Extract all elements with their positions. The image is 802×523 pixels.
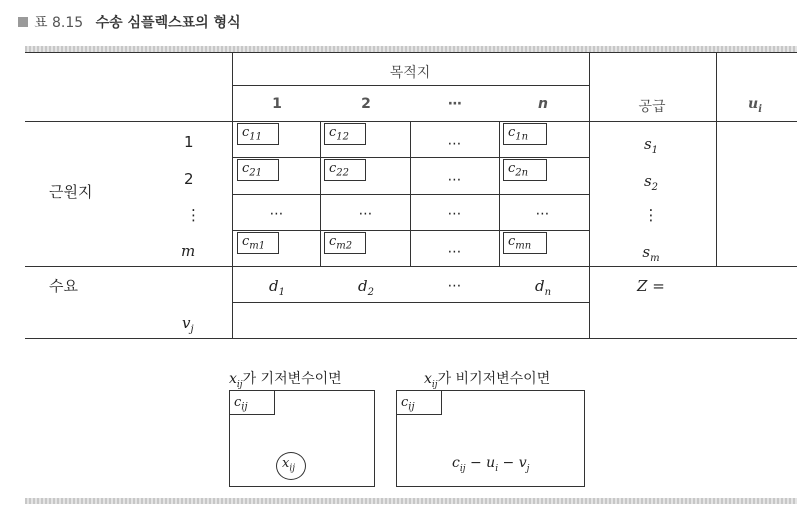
cost-base: c <box>329 161 337 176</box>
cell-dots: ⋯ <box>358 206 374 222</box>
demand-base: d <box>534 277 545 295</box>
demand-value <box>358 277 374 298</box>
v-sub: j <box>190 324 194 335</box>
cost-cell <box>324 232 366 254</box>
caption-label: 표 <box>34 15 48 31</box>
formula-c: c <box>452 455 460 471</box>
legend-circle-x: x <box>282 456 290 471</box>
grid-row-line <box>232 302 589 303</box>
demand-label: 수요 <box>49 277 78 295</box>
rule-demand <box>25 266 797 267</box>
row-label-m: m <box>181 242 196 260</box>
legend-x-sub: ij <box>236 379 243 390</box>
cost-base: c <box>508 125 516 140</box>
cost-cell <box>324 159 366 181</box>
cost-base: c <box>242 234 250 249</box>
supply-value <box>644 172 658 193</box>
formula-v-sub: j <box>526 463 530 474</box>
legend-basic-text: 가 기저변수이면 <box>242 371 342 387</box>
supply-value <box>642 243 659 264</box>
formula-u: u <box>486 455 496 471</box>
reduced-cost-formula <box>452 455 529 474</box>
col-header-1: 1 <box>272 96 282 112</box>
legend-basic-cost <box>229 390 275 415</box>
legend-nonbasic-text: 가 비기저변수이면 <box>437 371 551 387</box>
legend-nonbasic-caption <box>424 368 550 390</box>
legend-circle-sub: ij <box>289 463 296 474</box>
cost-base: c <box>329 234 337 249</box>
cost-sub: 12 <box>336 131 350 143</box>
legend-x-sub: ij <box>431 379 438 390</box>
formula-c-sub: ij <box>459 463 466 474</box>
legend-c: c <box>401 395 409 410</box>
v-base: v <box>182 314 191 332</box>
supply-value <box>644 206 659 227</box>
table-caption <box>18 12 241 32</box>
demand-dots <box>448 278 463 297</box>
formula-minus: − <box>465 455 487 471</box>
cost-cell <box>237 123 279 145</box>
row-label-3: ⋮ <box>186 206 201 224</box>
formula-v: v <box>518 455 527 471</box>
cost-base: c <box>242 125 250 140</box>
demand-sub: 2 <box>367 287 374 298</box>
cost-cell <box>237 232 279 254</box>
supply-base: s <box>643 135 652 153</box>
rule-header <box>25 121 797 122</box>
supply-sub: m <box>650 253 660 264</box>
cost-cell <box>503 123 547 145</box>
supply-base: s <box>642 243 651 261</box>
cost-sub: mn <box>515 240 532 252</box>
legend-c: c <box>234 395 242 410</box>
demand-value <box>535 277 551 298</box>
supply-sub: 1 <box>651 145 659 156</box>
rule-bottom <box>25 338 797 339</box>
legend-circle-label <box>282 456 295 474</box>
cost-cell <box>503 159 547 181</box>
cost-sub: 1n <box>515 131 529 143</box>
cell-dots: ⋯ <box>447 172 463 188</box>
cost-base: c <box>508 234 516 249</box>
caption-square-icon <box>18 17 28 27</box>
caption-title: 수송 심플렉스표의 형식 <box>95 15 241 31</box>
grid-col-line <box>499 121 500 266</box>
supply-base: s <box>643 172 652 190</box>
demand-value <box>269 277 285 298</box>
legend-basic-caption <box>229 368 342 390</box>
supply-base: ⋮ <box>643 206 659 224</box>
cost-sub: m2 <box>336 240 353 252</box>
legend-c-sub: ij <box>408 401 415 413</box>
caption-number: 8.15 <box>51 15 84 31</box>
col-header-2: 2 <box>361 96 371 112</box>
grid-col-line <box>320 121 321 266</box>
cost-sub: 22 <box>336 167 350 179</box>
demand-sub: n <box>544 287 552 298</box>
cell-dots: ⋯ <box>447 136 463 152</box>
rule-v-u <box>716 52 717 266</box>
col-header-3: ⋯ <box>448 96 462 112</box>
rule-v-supply <box>589 52 590 338</box>
row-label-1: 1 <box>184 133 194 151</box>
formula-minus: − <box>498 455 519 471</box>
z-label: Z = <box>637 277 665 295</box>
legend-x: x <box>424 371 432 387</box>
grid-col-line <box>410 121 411 266</box>
legend-c-sub: ij <box>241 401 248 413</box>
cell-dots: ⋯ <box>535 206 551 222</box>
destination-header: 목적지 <box>389 65 431 81</box>
cost-sub: m1 <box>249 240 266 252</box>
formula-u-sub: i <box>495 463 499 474</box>
cell-dots: ⋯ <box>447 244 463 260</box>
demand-base: ⋯ <box>447 278 463 294</box>
u-sub: i <box>758 103 762 115</box>
rule-v-left <box>232 52 233 338</box>
cell-dots: ⋯ <box>269 206 285 222</box>
demand-base: d <box>269 277 279 295</box>
legend-x: x <box>229 371 237 387</box>
demand-sub: 1 <box>278 287 285 298</box>
supply-value <box>644 135 658 156</box>
cost-cell <box>237 159 279 181</box>
supply-sub: 2 <box>651 182 659 193</box>
source-label: 근원지 <box>49 183 93 201</box>
cost-base: c <box>508 161 516 176</box>
rule-top <box>25 52 797 53</box>
cost-sub: 21 <box>249 167 263 179</box>
cell-dots: ⋯ <box>447 206 463 222</box>
cost-base: c <box>329 125 337 140</box>
u-header <box>748 96 762 115</box>
v-label <box>182 314 194 335</box>
cost-cell <box>324 123 366 145</box>
row-label-2: 2 <box>184 170 194 188</box>
u-base: u <box>748 96 759 112</box>
demand-base: d <box>358 277 368 295</box>
supply-header: 공급 <box>638 99 666 115</box>
rule-dest <box>232 85 589 86</box>
cost-base: c <box>242 161 250 176</box>
legend-nonbasic-cost <box>396 390 442 415</box>
col-header-n: n <box>538 96 548 112</box>
cost-sub: 11 <box>249 131 263 143</box>
cost-sub: 2n <box>515 167 529 179</box>
cost-cell <box>503 232 547 254</box>
bottom-band <box>25 498 797 504</box>
